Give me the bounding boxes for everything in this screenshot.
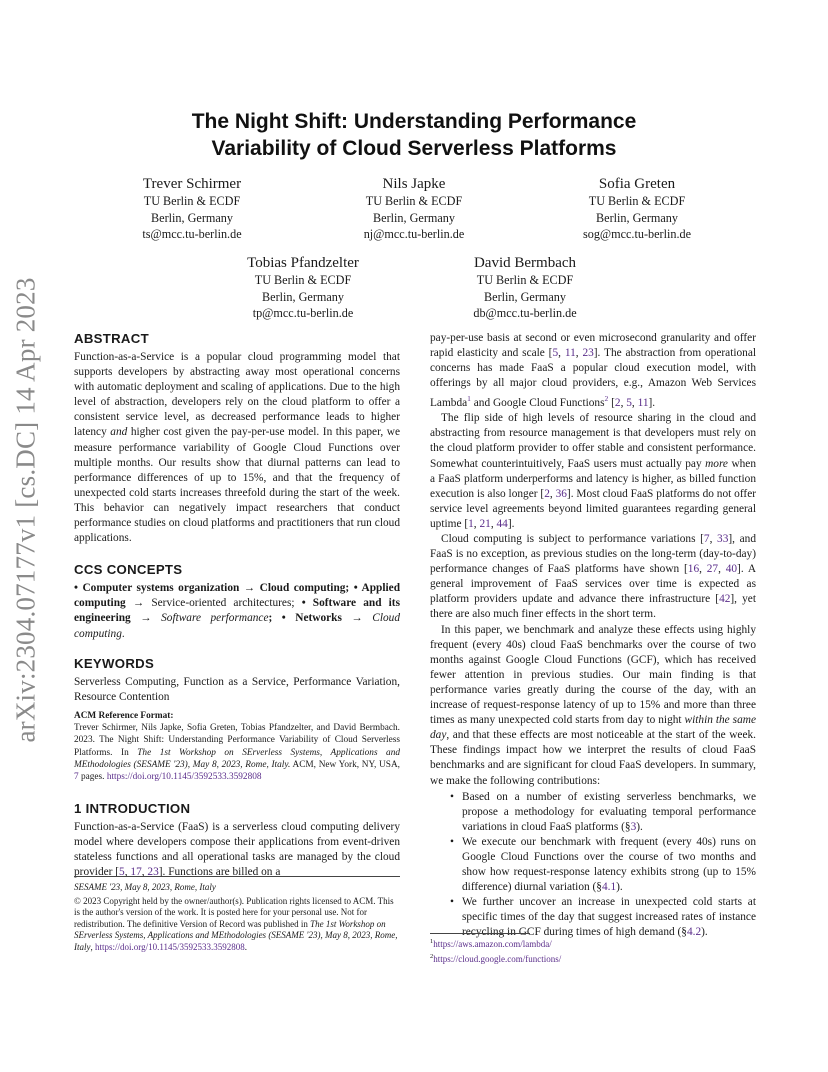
acm-reference-text: Trever Schirmer, Nils Japke, Sofia Greten, Tobias Pfandzelter, and David Bermbach. 2023. The Night Shift: Understanding Performance Variability of Cloud Serverless Platforms. In The 1st Workshop on SErverless Systems, Applications and MEthodologies (SESAME '23), May 8, 2023, Rome, Italy. ACM, New York, NY, USA, 7 pages. https://doi.org/10.1145/3592533.3592808 [74,723,401,783]
author-block [425,254,625,322]
author-email: ts@mcc.tu-berlin.de [142,227,242,241]
left-footer [74,876,400,953]
abstract-heading: ABSTRACT [74,331,149,346]
contributions-list [430,790,756,941]
citation[interactable]: 40 [725,563,738,576]
author-name: Trever Schirmer [142,176,242,192]
arxiv-stamp [4,277,48,743]
citation[interactable]: 7 [703,533,710,545]
footnote-1-link[interactable]: https://aws.amazon.com/lambda/ [433,939,552,949]
author-email: sog@mcc.tu-berlin.de [582,227,691,241]
author-location: Berlin, Germany [151,210,233,225]
title-line-1: The Night Shift: Understanding Performance [191,110,637,133]
citation[interactable]: 5 [119,865,125,878]
citation[interactable]: 42 [719,593,731,606]
abstract-text: Function-as-a-Service is a popular cloud programming model that supports developers by abstracting away most operational concerns with automatic deployment and scaling of applications. Due to the high level of abstraction, developers rely on the cloud platform to offer a consistent service level, as decreased performance leads to higher latency and higher cost given the pay-per-use model. In this paper, we measure performance variability of Google Cloud Functions over multiple months. Our results show that diurnal patterns can lead to performance differences of up to 15%, and that the frequency of unexpected cold starts increases threefold during the start of the week. This behavior can negatively impact researchers that conduct performance studies on cloud platforms and practitioners that run cloud applications. [74,351,400,545]
citation[interactable]: 33 [717,533,729,545]
right-column [430,331,756,941]
author-affiliation: TU Berlin & ECDF [476,273,574,287]
author-affiliation: TU Berlin & ECDF [365,194,463,208]
footnote-1: $^1$https://aws.amazon.com/lambda/ [430,938,552,949]
footer-rule [74,876,400,877]
footnote-rule [430,933,530,934]
paper-title [74,108,754,162]
author-block [537,175,737,243]
citation[interactable]: 5 [552,347,559,360]
author-location: Berlin, Germany [373,210,455,225]
right-paragraph-2: The flip side of high levels of resource sharing in the cloud and abstracting from resource management is that developers must rely on the cloud platform provider to offer stable and consistent performance. Somewhat counterintuitively, FaaS users must actually pay more when a FaaS platform underperforms and latency is higher, as billed function execution is also longer [2, 36]. Most cloud FaaS platforms do not offer service level agreements beyond limited guarantees regarding general uptime [1, 21, 44]. [430,412,757,530]
author-block [314,175,514,243]
list-item: • We further uncover an increase in unexpected cold starts at specific times of the day that suggest increased rates of instance recycling in GCF during times of high demand (§4.2). [462,895,756,940]
title-line-2: Variability of Cloud Serverless Platforms [211,137,617,160]
author-affiliation: TU Berlin & ECDF [254,273,352,287]
footer-copyright: © 2023 Copyright held by the owner/author(s). Publication rights licensed to ACM. This is the author's version of the work. It is posted here for your personal use. Not for redistribution. The definitive Version of Record was published in The 1st Workshop on SErverless Systems, Applications and MEthodologies (SESAME '23), May 8, 2023, Rome, Italy, https://doi.org/10.1145/3592533.3592808. [74,895,398,952]
citation[interactable]: 36 [555,487,567,500]
list-item: • Based on a number of existing serverless benchmarks, we propose a methodology for evaluating temporal performance variations in cloud FaaS platforms (§3). [462,790,756,835]
ccs-heading: CCS CONCEPTS [74,562,183,578]
acm-reference-heading: ACM Reference Format: [74,710,174,721]
arxiv-stamp-text: arXiv:2304.07177v1 [cs.DC] 14 Apr 2023 [10,277,41,743]
author-email: nj@mcc.tu-berlin.de [363,227,465,241]
section-link[interactable]: 3 [630,820,637,833]
author-name: Tobias Pfandzelter [247,255,359,271]
citation[interactable]: 44 [496,517,508,530]
citation[interactable]: 1 [468,517,474,530]
author-location: Berlin, Germany [484,289,566,304]
citation[interactable]: 5 [626,397,632,410]
right-paragraph-4: In this paper, we benchmark and analyze these effects using highly frequent (every 40s) cloud FaaS benchmarks over the course of two months against Google Cloud Functions (GCF), which has received fewer attention in previous studies. Our main finding is that performance varies greatly during the course of the day, with an increase of request-response latency of up to 15% and more than three times as many unexpected cold starts from day to night within the same day, and that these effects are most noticeable at the start of the week. These findings impact how we interpret the results of cloud FaaS benchmarks and are significant for cloud FaaS developers. In summary, we make the following contributions: [430,623,756,787]
citation[interactable]: 27 [706,563,719,576]
left-column [74,330,400,880]
author-location: Berlin, Germany [262,289,344,304]
author-location: Berlin, Germany [596,210,678,225]
right-paragraph-1: pay-per-use basis at second or even microsecond granularity and offer rapid elasticity and scale [5, 11, 23]. The abstraction from operational concerns has made FaaS a popular cloud execution model, with offerings by all major cloud providers, e.g., Amazon Web Services Lambda$^1$ and Google Cloud Functions$^2$ [2, 5, 11]. [430,332,757,410]
citation[interactable]: 17 [130,865,142,878]
acm-doi-link[interactable]: https://doi.org/10.1145/3592533.3592808 [106,772,262,783]
introduction-heading: 1 INTRODUCTION [74,800,191,816]
footer-conference: SESAME '23, May 8, 2023, Rome, Italy [74,882,216,892]
author-name: Nils Japke [382,176,446,192]
author-email: db@mcc.tu-berlin.de [473,306,577,320]
keywords-heading: KEYWORDS [74,655,155,671]
footnote-marker[interactable]: 2 [604,394,609,404]
citation[interactable]: 2 [614,397,621,410]
intro-paragraph: Function-as-a-Service (FaaS) is a serverless cloud computing delivery model where developers compose their applications from event-driven stateless functions and all operational tasks are managed by the cloud provider [5, 17, 23]. Functions are billed on a [74,820,400,878]
citation[interactable]: 11 [564,347,576,360]
ccs-text: • Computer systems organization → Cloud computing; • Applied computing → Service-oriented architectures; • Software and its engineering → Software performance; • Networks → Cloud computing. [74,582,401,640]
footer-doi-link[interactable]: https://doi.org/10.1145/3592533.3592808 [95,941,245,952]
citation[interactable]: 11 [637,397,649,410]
citation[interactable]: 2 [544,487,550,500]
section-link[interactable]: 4.1 [601,881,617,894]
citation[interactable]: 23 [147,865,159,878]
keywords-text: Serverless Computing, Function as a Service, Performance Variation, Resource Contention [74,675,400,703]
citation[interactable]: 16 [687,563,700,576]
citation[interactable]: 23 [582,347,594,360]
author-affiliation: TU Berlin & ECDF [588,194,686,208]
footnote-2: $^2$https://cloud.google.com/functions/ [430,952,562,964]
citation[interactable]: 21 [479,517,491,530]
list-item: • We execute our benchmark with frequent (every 40s) runs on Google Cloud Functions over the course of two months and show how request-response latency exhibits strong (up to 15% difference) diurnal variation (§4.1). [462,835,756,895]
author-name: Sofia Greten [598,176,676,192]
author-email: tp@mcc.tu-berlin.de [252,306,354,320]
right-footnotes [430,933,756,965]
footnote-2-link[interactable]: https://cloud.google.com/functions/ [433,953,562,964]
section-link[interactable]: 4.2 [686,926,702,939]
footnote-marker[interactable]: 1 [467,394,471,404]
author-name: David Bermbach [473,255,577,271]
right-paragraph-3: Cloud computing is subject to performance variations [7, 33], and FaaS is no exception, as previous studies on the long-term (day-to-day) performance changes of FaaS platforms have shown [16, 27, 40]. A general improvement of FaaS services over time is expected as platform providers update and advance there infrastructure [42], yet there are also much finer effects in the short term. [430,533,757,621]
author-affiliation: TU Berlin & ECDF [143,194,241,208]
author-block [203,254,403,322]
author-block [92,175,292,243]
